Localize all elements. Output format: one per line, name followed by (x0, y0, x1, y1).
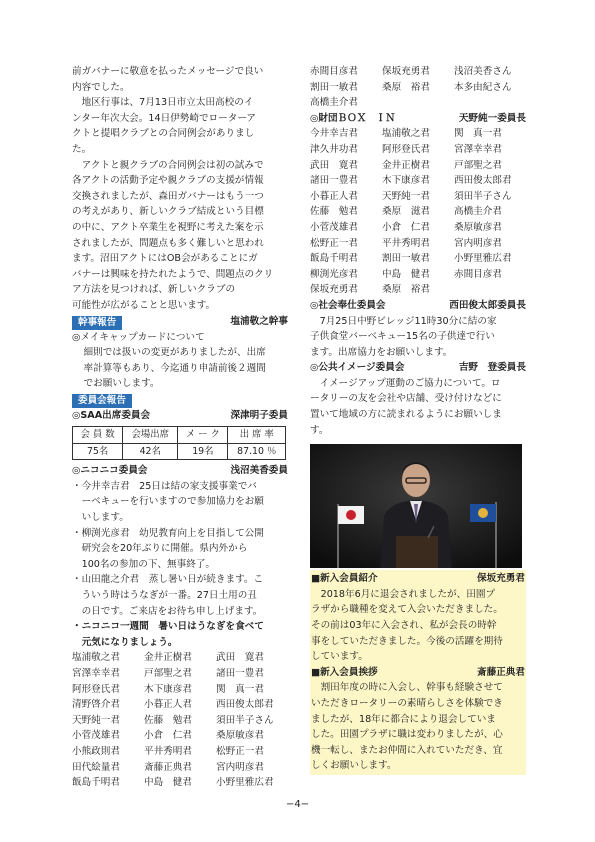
committee-report-label: 委員会報告 (72, 394, 132, 408)
member-name: 天野純一君 (382, 190, 430, 202)
member-name: 斎藤正典君 (144, 761, 192, 773)
member-name: 柳渕光彦君 (310, 268, 358, 280)
member-name: 保坂充勇君 (382, 66, 430, 77)
member-name: 割田一敏君 (382, 253, 430, 265)
member-name: 高橋圭介君 (310, 97, 358, 109)
member-name (454, 282, 526, 298)
member-name: 阿形登氏君 (382, 143, 430, 155)
member-name: 武田 寛君 (310, 159, 358, 171)
member-name: 塩浦敬之君 (382, 128, 430, 140)
member-name: 佐藤 勉君 (144, 714, 192, 726)
niko-item-1: ・今井幸吉君 25日は結の家支援事業でバ ーベキューを行いますので参加協力をお願 いします。 (72, 480, 264, 524)
speaker-photo (310, 444, 522, 568)
member-name: 小倉 仁君 (382, 221, 430, 233)
niko-item-3: ・山田龍之介君 蒸し暑い日が続きます。こ ういう時はうなぎが一番。27日土用の丑 の日です。ご来店をお待ち申し上げます。 (72, 574, 264, 617)
member-name: 松野正一君 (310, 237, 358, 249)
member-name: 小菅茂雄君 (310, 221, 358, 233)
act-paragraph: アクトと親クラブの合同例会は初の試みで 各アクトの活動予定や親クラブの支援が情報 交換されましたが、森田ガバナーはもう一つ の考えがあり、新しいクラブ結成という目標 の中に、アクト卒業生を視野に考えた案を示 されましたが、問題点も多く難しいと思われ ます。沼田アクトにはOB会があることにガ バナーは興味を持たれたようで、問題点のクリ ア方法を見つければ、新しいクラブの 可能性が広がることと思います。 (72, 159, 274, 311)
member-name: 木下康彦君 (144, 683, 192, 695)
member-name: 赤間目彦君 (310, 66, 358, 77)
district-paragraph: 地区行事は、7月13日市立太田高校のイ ンター年次大会。14日伊勢崎でローターア クトと提唱クラブとの合同例会がありまし た。 (72, 97, 257, 155)
member-name: 戸部聖之君 (454, 159, 502, 171)
table-cell: 19名 (178, 443, 228, 460)
member-name: 阿形登氏君 (72, 683, 120, 695)
speaker-photo-illustration (310, 444, 522, 568)
makeup-card-title: ◎メイキャップカードについて (72, 331, 205, 343)
member-name: 天野純一君 (72, 714, 120, 726)
public-image-header: ◎公共イメージ委員会 吉野 登委員長 (310, 362, 526, 374)
member-name: 赤間目彦君 (454, 268, 502, 280)
niko-week-subtitle: 元気になりましょう。 (81, 636, 178, 648)
left-column: 前ガバナーに敬意を払ったメッセージで良い 内容でした。 地区行事は、7月13日市立太田高校のイ ンター年次大会。14日伊勢崎でローターア クトと提唱クラブとの合同例会がありまし た。 アクトと親クラブの合同例会は初の試みで 各アクトの活動予定や親クラブの支援が情報 交換されましたが、森田ガバナーはもう一つ の考えがあり、新しいクラブ結成という目標 の中に、アクト卒業生を視野に考えた案を示 されましたが、問題点も多く難しいと思われ ます。沼田アクトにはOB会があることにガ バナーは興味を持たれたようで、問題点のクリ ア方法を見つければ、新しいクラブの 可能性が広がることと思います。 幹事報告 塩浦敬之幹事 ◎メイキャップカードについて 細則では扱いの変更がありましたが、出席 率計算等もあり、今迄通り申請前後２週間 でお願いします。 委員会報告 ◎SAA出席委員会 深津明子委員 会 員 数 会場出席 メ ー ク 出 席 率 75名 42名 19名 87.10 ％ ◎ニコニコ委員会 浅沼美香委員 ・今井幸吉君 25日は結の家支援事業でバ ーベキューを行いますので参加協力をお願 いします。 ・柳渕光彦君 幼児教育向上を目指して公開 研究会を20年ぶりに開催。県内外から 100名の参加の下、無事終了。 ・山田龍之介君 蒸し暑い日が続きます。こ ういう時はうなぎが一番。27日土用の丑 の日です。ご来店をお待ち申し上げます。 ・ニコニコ一週間 暑い日はうなぎを食べて 元気になりましょう。 塩浦敬之君 金井正樹君 武田 寛君 宮澤幸幸君 戸部聖之君 諸田一豊君 阿形登氏君 木下康彦君 関 真一君 清野啓介君 小暮正人君 西田俊太郎君 天野純一君 佐藤 勉君 須田半子さん 小菅茂雄君 小倉 仁君 桑原敏彦君 小熊政則君 平井秀明君 松野正一君 田代絵量君 斎藤正典君 宮内明彦君 飯島千明君 中島 健君 小野里雅広君 (72, 64, 288, 791)
member-name: 関 真一君 (454, 128, 502, 140)
member-name: 平井秀明君 (382, 237, 430, 249)
member-name: 高橋圭介君 (454, 206, 502, 218)
member-name: 飯島千明君 (310, 253, 358, 265)
social-service-header: ◎社会奉仕委員会 西田俊太郎委員長 (310, 299, 526, 311)
member-name: 割田一敏君 (310, 81, 358, 93)
niko-item-2: ・柳渕光彦君 幼児教育向上を目指して公開 研究会を20年ぶりに開催。県内外から 100名の参加の下、無事終了。 (72, 527, 264, 570)
member-name: 西田俊太郎君 (454, 175, 512, 187)
member-name: 桑原敏彦君 (454, 221, 502, 233)
page-number: −4− (285, 799, 310, 810)
member-name: 小暮正人君 (310, 190, 358, 202)
member-name: 桑原敏彦君 (216, 730, 264, 742)
member-name: 浅沼美香さん (454, 66, 512, 77)
member-name: 須田半子さん (216, 714, 274, 726)
member-name: 小野里雅広君 (216, 777, 274, 789)
member-name: 諸田一豊君 (216, 667, 264, 679)
member-name: 桑原 滋君 (382, 206, 430, 218)
member-name: 中島 健君 (382, 268, 430, 280)
secretary-report-header (72, 314, 288, 330)
member-name: 金井正樹君 (382, 159, 430, 171)
niko-header: ◎ニコニコ委員会 浅沼美香委員 (72, 465, 288, 477)
niko-week-names (72, 650, 288, 790)
member-name: 小野里雅広君 (454, 253, 512, 265)
member-name: 小菅茂雄君 (72, 730, 120, 742)
new-member-greeting-header: ■新入会員挨拶 斎藤正典君 (311, 666, 525, 678)
member-name: 田代絵量君 (72, 761, 120, 773)
member-name: 小熊政則君 (72, 745, 120, 757)
intro-line-2: 内容でした。 (72, 81, 130, 93)
member-name: 関 真一君 (216, 683, 264, 695)
member-name: 木下康彦君 (382, 175, 430, 187)
member-name: 宮澤幸幸君 (454, 143, 502, 155)
member-name: 須田半子さん (454, 190, 512, 202)
table-cell: 75名 (73, 443, 123, 460)
member-name: 諸田一豊君 (310, 175, 358, 187)
niko-week-title: ・ニコニコ一週間 暑い日はうなぎを食べて (72, 621, 264, 633)
member-name: 塩浦敬之君 (72, 652, 120, 664)
member-name: 桑原 裕君 (382, 81, 430, 93)
new-member-box: ■新入会員紹介 保坂充勇君 2018年6月に退会されましたが、田園プ ラザから職種を変えて入会いただきました。 その前は03年に入会され、私が会長の時幹 事をしていただきました。今後の活躍を期待 しています。 ■新入会員挨拶 斎藤正典君 割田年度の時に入会し、幹事も経験させて いただきロータリーの素晴らしさを体験でき ましたが、18年に都合により退会していま した。田園プラザに職は変わりましたが、心 機一転し、またお仲間に入れていただき、宜 しくお願いします。 (310, 570, 526, 775)
foundation-box-header: ◎財団ＢＯＸ ＩＮ 天野純一委員長 (310, 112, 526, 124)
attendance-table (72, 426, 286, 460)
foundation-box-names (310, 126, 526, 298)
member-name: 松野正一君 (216, 745, 264, 757)
member-name (454, 95, 526, 111)
member-name: 金井正樹君 (144, 652, 192, 664)
new-member-intro-header: ■新入会員紹介 保坂充勇君 (311, 573, 525, 585)
table-header: 会場出席 (123, 427, 178, 444)
saa-header: ◎SAA出席委員会 深津明子委員 (72, 410, 288, 422)
table-cell: 87.10 ％ (228, 443, 286, 460)
continued-names (310, 64, 526, 111)
right-column: 赤間目彦君 保坂充勇君 浅沼美香さん 割田一敏君 桑原 裕君 本多由紀さん 高橋圭介君 ◎財団ＢＯＸ ＩＮ 天野純一委員長 今井幸吉君 塩浦敬之君 関 真一君 津久井功君 阿形登氏君 宮澤幸幸君 武田 寛君 金井正樹君 戸部聖之君 諸田一豊君 木下康彦君 西田俊太郎君 小暮正人君 天野純一君 須田半子さん 佐藤 勉君 桑原 滋君 高橋圭介君 小菅茂雄君 小倉 仁君 桑原敏彦君 松野正一君 平井秀明君 宮内明彦君 飯島千明君 割田一敏君 小野里雅広君 柳渕光彦君 中島 健君 赤間目彦君 保坂充勇君 桑原 裕君 ◎社会奉仕委員会 西田俊太郎委員長 7月25日中野ビレッジ11時30分に結の家 子供食堂バーベキュー15名の子供達で行い ます。出席協力をお願いします。 ◎公共イメージ委員会 吉野 登委員長 イメージアップ運動のご協力について。ロ ータリーの友を会社や店舗、受け付けなどに 置いて地域の方に読まれるようにお願いしま す。 ■新入会員紹介 保坂充勇君 2018年6月に退会されましたが、田園プ ラザから職種を変えて入会いただきました。 その前は03年に入会され、私が会長の時幹 事をしていただきました。今後の活躍を期待 しています。 ■新入会員挨拶 斎藤正典君 割田年度の時に入会し、幹事も経験させて いただきロータリーの素晴らしさを体験でき ましたが、18年に都合により退会していま した。田園プラザに職は変わりましたが、心 機一転し、またお仲間に入れていただき、宜 しくお願いします。 (310, 64, 526, 775)
member-name: 宮内明彦君 (454, 237, 502, 249)
member-name: 佐藤 勉君 (310, 206, 358, 218)
member-name (382, 95, 454, 111)
member-name: 小暮正人君 (144, 699, 192, 711)
member-name: 保坂充勇君 (310, 284, 358, 296)
member-name: 飯島千明君 (72, 777, 120, 789)
member-name: 平井秀明君 (144, 745, 192, 757)
table-header: 出 席 率 (228, 427, 286, 444)
member-name: 桑原 裕君 (382, 284, 430, 296)
member-name: 小倉 仁君 (144, 730, 192, 742)
secretary-name: 塩浦敬之幹事 (230, 315, 288, 327)
member-name: 今井幸吉君 (310, 128, 358, 140)
member-name: 本多由紀さん (454, 81, 512, 93)
table-header: 会 員 数 (73, 427, 123, 444)
member-name: 津久井功君 (310, 143, 358, 155)
member-name: 宮内明彦君 (216, 761, 264, 773)
member-name: 武田 寛君 (216, 652, 264, 664)
intro-line-1: 前ガバナーに敬意を払ったメッセージで良い (72, 66, 264, 77)
table-cell: 42名 (123, 443, 178, 460)
member-name: 中島 健君 (144, 777, 192, 789)
table-header: メ ー ク (178, 427, 228, 444)
member-name: 戸部聖之君 (144, 667, 192, 679)
member-name: 清野啓介君 (72, 699, 120, 711)
secretary-report-label: 幹事報告 (72, 316, 122, 330)
member-name: 西田俊太郎君 (216, 699, 274, 711)
member-name: 宮澤幸幸君 (72, 667, 120, 679)
